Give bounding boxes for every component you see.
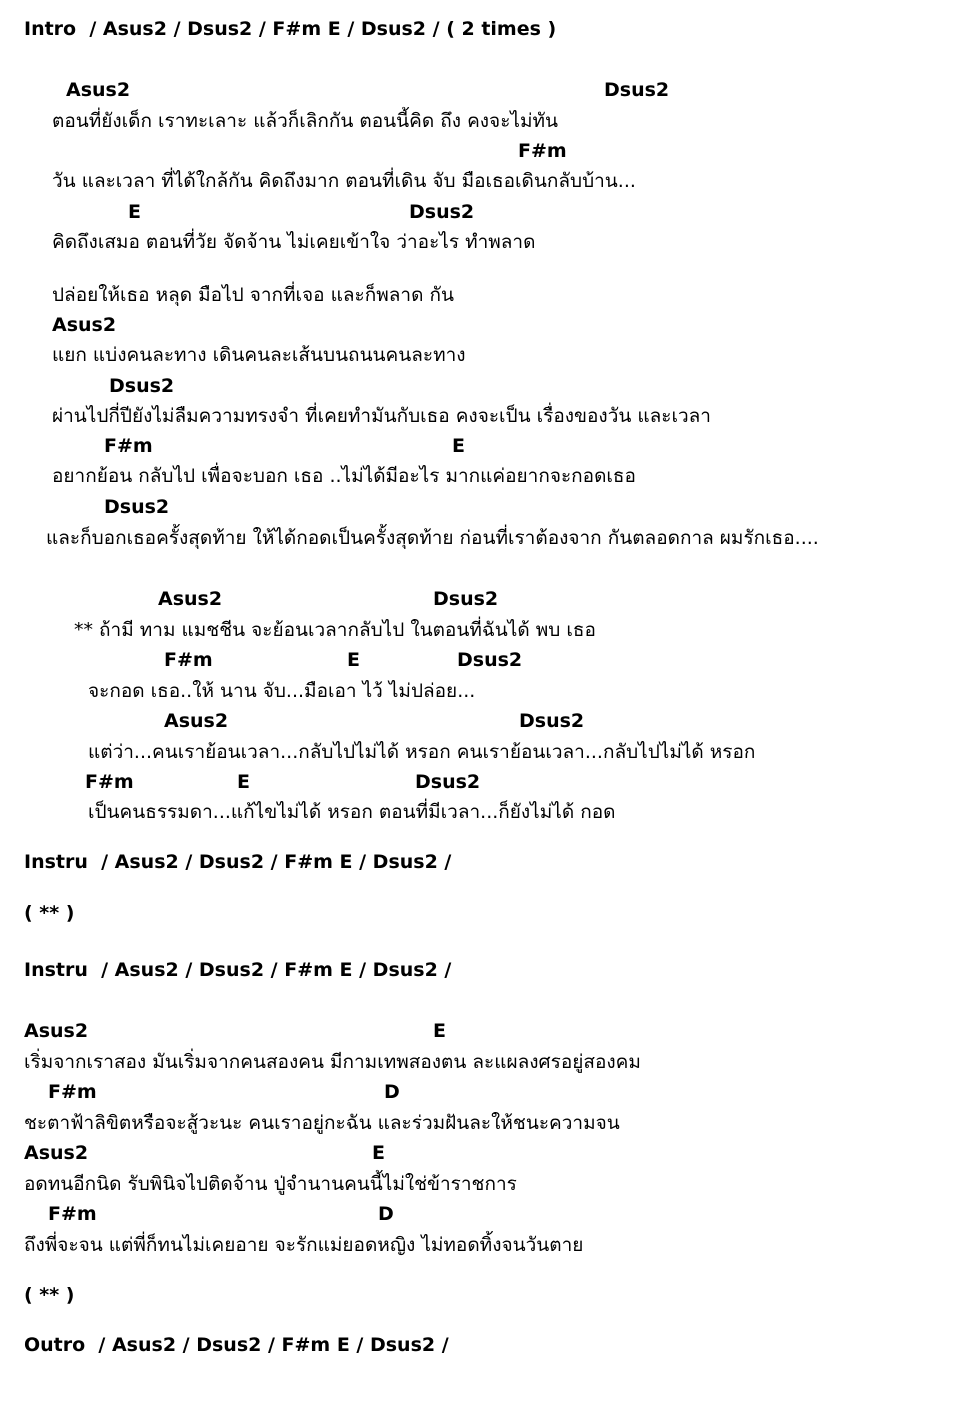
lyric-line: แต่ว่า...คนเราย้อนเวลา...กลับไปไม่ได้ หรอก คนเราย้อนเวลา...กลับไปไม่ได้ หรอก <box>88 741 756 763</box>
lyric-line: ตอนที่ยังเด็ก เราทะเลาะ แล้วก็เลิกกัน ตอนนี้คิด ถึง คงจะไม่ทัน <box>52 110 558 132</box>
chord-label: Dsus2 <box>409 201 475 223</box>
chord-label: F#m <box>48 1203 97 1225</box>
chord-label: F#m <box>164 649 213 671</box>
lyric-line: แยก แบ่งคนละทาง เดินคนละเส้นบนถนนคนละทาง <box>52 344 466 366</box>
chord-label: Dsus2 <box>457 649 523 671</box>
chord-label: E <box>237 771 250 793</box>
chord-label: F#m <box>85 771 134 793</box>
chord-label: Asus2 <box>164 710 229 732</box>
section-line: Instru / Asus2 / Dsus2 / F#m E / Dsus2 / <box>24 959 452 981</box>
lyric-line: ปล่อยให้เธอ หลุด มือไป จากที่เจอ และก็พลาด กัน <box>52 284 454 306</box>
lyric-line: ชะตาฟ้าลิขิตหรือจะสู้วะนะ คนเราอยู่กะฉัน และร่วมฝันละให้ชนะความจน <box>24 1112 620 1134</box>
lyric-line: คิดถึงเสมอ ตอนที่วัย จัดจ้าน ไม่เคยเข้าใจ ว่าอะไร ทำพลาด <box>52 231 536 253</box>
chord-label: E <box>347 649 360 671</box>
chord-label: Asus2 <box>24 1020 89 1042</box>
chord-label: D <box>378 1203 394 1225</box>
lyric-line: ผ่านไปกี่ปียังไม่ลืมความทรงจำ ที่เคยทำมันกับเธอ คงจะเป็น เรื่องของวัน และเวลา <box>52 405 711 427</box>
chord-label: Asus2 <box>66 79 131 101</box>
chord-label: E <box>433 1020 446 1042</box>
lyric-line: จะกอด เธอ..ให้ นาน จับ...มือเอา ไว้ ไม่ปล่อย... <box>88 680 476 702</box>
lyric-line: ** ถ้ามี ทาม แมชชีน จะย้อนเวลากลับไป ในตอนที่ฉันได้ พบ เธอ <box>74 619 596 641</box>
section-line: Instru / Asus2 / Dsus2 / F#m E / Dsus2 / <box>24 851 452 873</box>
chord-label: F#m <box>48 1081 97 1103</box>
lyric-line: ถึงพี่จะจน แต่พี่ก็ทนไม่เคยอาย จะรักแม่ยอดหญิง ไม่ทอดทิ้งจนวันตาย <box>24 1234 584 1256</box>
chord-label: D <box>384 1081 400 1103</box>
chord-label: Asus2 <box>158 588 223 610</box>
chord-label: Dsus2 <box>104 496 170 518</box>
chord-label: Asus2 <box>52 314 117 336</box>
chord-label: E <box>128 201 141 223</box>
lyric-line: เป็นคนธรรมดา...แก้ไขไม่ได้ หรอก ตอนที่มีเวลา...ก็ยังไม่ได้ กอด <box>88 801 616 823</box>
chord-label: Dsus2 <box>433 588 499 610</box>
lyric-line: วัน และเวลา ที่ได้ใกล้กัน คิดถึงมาก ตอนที่เดิน จับ มือเธอเดินกลับบ้าน... <box>52 170 636 192</box>
chord-label: Dsus2 <box>109 375 175 397</box>
lyric-line: เริ่มจากเราสอง มันเริ่มจากคนสองคน มีกามเทพสองตน ละแผลงศรอยู่สองคม <box>24 1051 641 1073</box>
chord-label: E <box>372 1142 385 1164</box>
lyric-line: อดทนอีกนิด รับพินิจไปติดจ้าน ปู่จำนานคนนี้ไม่ใช่ข้าราชการ <box>24 1173 517 1195</box>
chord-label: F#m <box>518 140 567 162</box>
chord-label: Dsus2 <box>415 771 481 793</box>
chord-label: F#m <box>104 435 153 457</box>
section-line: Outro / Asus2 / Dsus2 / F#m E / Dsus2 / <box>24 1334 449 1356</box>
section-line: ( ** ) <box>24 902 75 924</box>
chord-label: E <box>452 435 465 457</box>
lyric-line: และก็บอกเธอครั้งสุดท้าย ให้ได้กอดเป็นครั้งสุดท้าย ก่อนที่เราต้องจาก กันตลอดกาล ผมรักเธอ.... <box>46 527 819 549</box>
section-line: Intro / Asus2 / Dsus2 / F#m E / Dsus2 / ( 2 times ) <box>24 18 557 40</box>
chord-label: Dsus2 <box>519 710 585 732</box>
chord-label: Asus2 <box>24 1142 89 1164</box>
section-line: ( ** ) <box>24 1284 75 1306</box>
lyric-line: อยากย้อน กลับไป เพื่อจะบอก เธอ ..ไม่ได้มีอะไร มากแค่อยากจะกอดเธอ <box>52 465 636 487</box>
chord-label: Dsus2 <box>604 79 670 101</box>
